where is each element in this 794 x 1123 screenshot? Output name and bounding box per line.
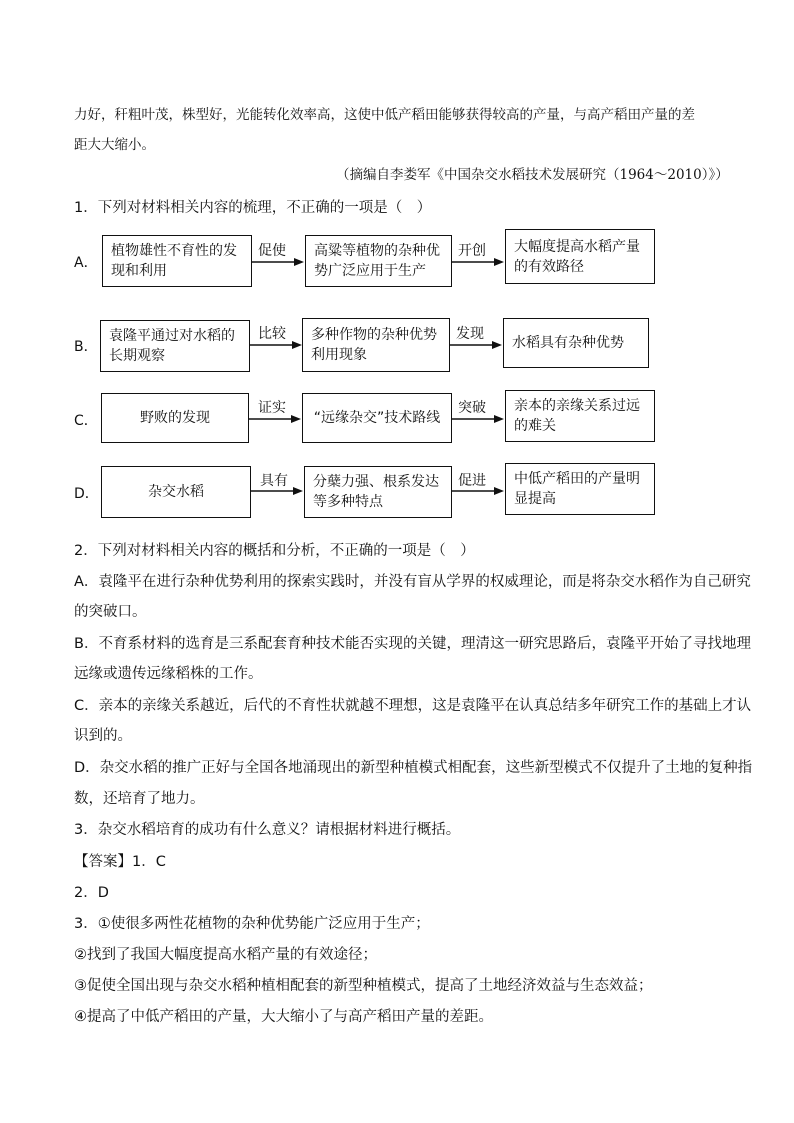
q2-option-a-line-1: A．袁隆平在进行杂种优势利用的探索实践时，并没有盲从学界的权威理论，而是将杂交水稻作为自己研究 xyxy=(74,574,751,590)
q2-option-c-line-2: 识到的。 xyxy=(74,728,132,744)
q1-c-arrow-1 xyxy=(249,415,303,425)
intro-line-2: 距大大缩小。 xyxy=(74,137,155,153)
q1-a-box-2: 高粱等植物的杂种优势广泛应用于生产 xyxy=(305,235,452,287)
q1-c-arrow-2 xyxy=(452,415,506,425)
q1-a-box-3: 大幅度提高水稻产量的有效路径 xyxy=(505,229,655,284)
q1-d-arrow-2 xyxy=(452,487,506,497)
q1-option-a-label: A． xyxy=(74,255,98,271)
q1-d-box-2: 分蘖力强、根系发达等多种特点 xyxy=(304,466,452,518)
q1-option-d-label: D． xyxy=(74,486,99,502)
q1-b-box-3: 水稻具有杂种优势 xyxy=(503,318,649,368)
q1-stem: 1．下列对材料相关内容的梳理，不正确的一项是（ ） xyxy=(74,200,432,216)
q1-option-b-label: B． xyxy=(74,339,98,355)
q1-d-arrow-label-1: 具有 xyxy=(260,473,288,489)
q1-c-box-2: “远缘杂交”技术路线 xyxy=(302,393,452,443)
q1-d-box-3: 中低产稻田的产量明显提高 xyxy=(505,463,655,515)
intro-line-1: 力好，秆粗叶茂，株型好，光能转化效率高，这使中低产稻田能够获得较高的产量，与高产稻田产量的差 xyxy=(74,107,695,123)
q2-stem: 2．下列对材料相关内容的概括和分析，不正确的一项是（ ） xyxy=(74,543,475,559)
answer-1: 【答案】1．C xyxy=(74,854,166,870)
answer-3-item-4: ④提高了中低产稻田的产量，大大缩小了与高产稻田产量的差距。 xyxy=(74,1009,493,1025)
answer-2: 2．D xyxy=(74,885,109,901)
q1-a-arrow-1 xyxy=(252,258,306,268)
q1-b-arrow-2 xyxy=(450,341,504,351)
q2-option-b-line-2: 远缘或遗传远缘稻株的工作。 xyxy=(74,666,263,682)
q2-option-c-line-1: C．亲本的亲缘关系越近，后代的不育性状就越不理想，这是袁隆平在认真总结多年研究工作的基础上才认 xyxy=(74,698,752,714)
q1-b-box-1: 袁隆平通过对水稻的长期观察 xyxy=(100,320,250,372)
q1-c-arrow-label-2: 突破 xyxy=(458,400,486,416)
q2-option-d-line-2: 数，还培育了地力。 xyxy=(74,791,205,807)
q1-b-arrow-label-1: 比较 xyxy=(258,326,286,342)
q3-stem: 3．杂交水稻培育的成功有什么意义？请根据材料进行概括。 xyxy=(74,822,461,838)
q1-a-arrow-label-1: 促使 xyxy=(258,243,286,259)
q1-a-box-1: 植物雄性不育性的发现和利用 xyxy=(102,235,252,287)
q1-c-box-1: 野败的发现 xyxy=(101,393,249,443)
q1-b-arrow-label-2: 发现 xyxy=(456,326,484,342)
q1-b-arrow-1 xyxy=(250,341,304,351)
q2-option-d-line-1: D．杂交水稻的推广正好与全国各地涌现出的新型种植模式相配套，这些新型模式不仅提升了土地的复种指 xyxy=(74,760,753,776)
answer-3-item-1: 3．①使很多两性花植物的杂种优势能广泛应用于生产； xyxy=(74,916,430,932)
q2-option-b-line-1: B．不育系材料的选育是三系配套育种技术能否实现的关键，理清这一研究思路后，袁隆平开始了寻找地理 xyxy=(74,636,751,652)
q1-option-c-label: C． xyxy=(74,413,98,429)
q1-a-arrow-2 xyxy=(452,258,506,268)
source-citation: （摘编自李娄军《中国杂交水稻技术发展研究（1964～2010）》） xyxy=(336,167,729,183)
q1-d-arrow-label-2: 促进 xyxy=(458,473,486,489)
answer-3-item-3: ③促使全国出现与杂交水稻种植相配套的新型种植模式，提高了土地经济效益与生态效益； xyxy=(74,978,653,994)
q2-option-a-line-2: 的突破口。 xyxy=(74,604,147,620)
q1-c-box-3: 亲本的亲缘关系过远的难关 xyxy=(505,390,655,442)
q1-c-arrow-label-1: 证实 xyxy=(258,400,286,416)
answer-3-item-2: ②找到了我国大幅度提高水稻产量的有效途径； xyxy=(74,947,377,963)
q1-b-box-2: 多种作物的杂种优势利用现象 xyxy=(302,318,450,372)
q1-d-arrow-1 xyxy=(251,487,305,497)
q1-a-arrow-label-2: 开创 xyxy=(458,243,486,259)
q1-d-box-1: 杂交水稻 xyxy=(101,466,251,518)
